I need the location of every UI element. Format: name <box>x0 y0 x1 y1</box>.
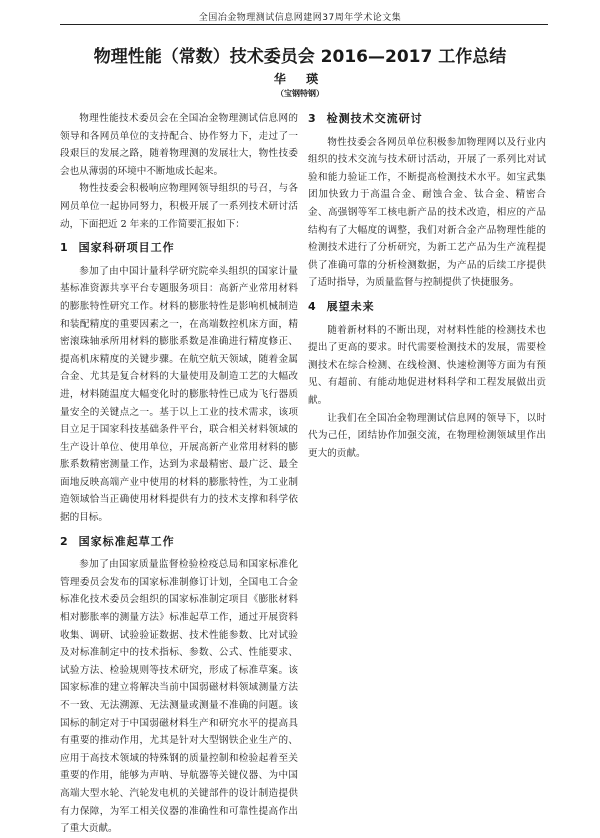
author: 华 瑛 <box>273 72 327 86</box>
section-4-title: 展望未来 <box>326 299 375 313</box>
section-2-title: 国家标准起草工作 <box>78 534 175 548</box>
left-column <box>60 110 298 835</box>
right-column <box>308 110 546 462</box>
section-1-number: 1 <box>60 241 69 255</box>
header-rule <box>60 24 548 25</box>
section-2-heading <box>60 533 298 551</box>
section-1-paragraph: 参加了由中国计量科学研究院牵头组织的国家计量基标准资源共享平台专题服务项目：高新产业常用材料的膨胀特性研究工作。材料的膨胀特性是影响机械制造和装配精度的重要因素之一，在高端数控机床方面，精密滚珠轴承所用材料的膨胀系数是准确进行精度修正、提高机床精度的关键步骤。在航空航天领域，随着金属合金、尤其是复合材料的大量使用及制造工艺的大幅改进，材料随温度大幅变化时的膨胀特性已成为飞行器质量安全的关键点之一。基于以上工业的技术需求，该项目立足于国家科技基础条件平台，联合相关材料领域的生产设计单位、使用单位，开展高新产业常用材料的膨胀系数精密测量工作，达到为求最精密、最广泛、最全面地反映高端产业中使用的材料的膨胀特性，为工业制造领域恰当正确使用材料提供有力的技术支撑和科学依据的目标。 <box>60 265 298 524</box>
section-3-heading <box>308 110 546 128</box>
section-3-number: 3 <box>308 112 317 125</box>
section-1-heading <box>60 239 298 257</box>
section-3-title: 检测技术交流研讨 <box>326 112 423 125</box>
section-4-heading <box>308 298 546 316</box>
section-4-paragraph-2: 让我们在全国冶金物理测试信息网的领导下，以时代为己任，团结协作加强交流，在物理检测领域里作出更大的贡献。 <box>308 412 546 459</box>
intro-paragraph-2: 物性技委会积极响应物理网领导组织的号召，与各网员单位一起协同努力，积极开展了一系列技术研讨活动，下面把近 2 年来的工作简要汇报如下： <box>60 183 298 230</box>
paper-title: 物理性能（常数）技术委员会 2016—2017 工作总结 <box>93 47 507 67</box>
running-header: 全国冶金物理测试信息网建网37周年学术论文集 <box>198 13 402 23</box>
intro-paragraph-1: 物理性能技术委员会在全国冶金物理测试信息网的领导和各网员单位的支持配合、协作努力下，走过了一段艰巨的发展之路，随着物理测的发展壮大，物性技委会也从薄弱的环境中不断地成长起来。 <box>60 113 298 177</box>
section-4-paragraph-1: 随着新材料的不断出现，对材料性能的检测技术也提出了更高的要求。时代需要检测技术的发展，需要检测技术在综合检测、在线检测、快速检测等方面为有预见、有超前、有能动地促进材料科学和工程发展做出贡献。 <box>308 324 546 406</box>
section-4-number: 4 <box>308 299 317 313</box>
section-1-title: 国家科研项目工作 <box>78 241 175 255</box>
section-2-number: 2 <box>60 534 69 548</box>
section-3-paragraph: 物性技委会各网员单位积极参加物理网以及行业内组织的技术交流与技术研讨活动，开展了一系列比对试验和能力验证工作，不断提高检测技术水平。如宝武集团加快致力于高温合金、耐蚀合金、钛合金、精密合金、高强钢等军工核电新产品的技术改造，相应的产品结构有了大幅度的调整，我们对新合金产品物理性能的检测技术进行了分析研究，为新工艺产品为生产流程提供了准确可靠的分析检测数据，为产品的后续工序提供了适时指导，为质量监督与控制提供了快捷服务。 <box>308 136 546 289</box>
section-2-paragraph: 参加了由国家质量监督检验检疫总局和国家标准化管理委员会发布的国家标准制修订计划，全国电工合金标准化技术委员会组织的国家标准制定项目《膨胀材料相对膨胀率的测量方法》标准起草工作，通过开展资料收集、调研、试验验证数据、技术性能参数、比对试验及对标准制定中的技术指标、参数、公式、性能要求、试验方法、检验规则等技术研究，形成了标准草案。该国家标准的建立将解决当前中国弱磁材料领域测量方法不一致、无法溯源、无法测量或测量不准确的问题。该国标的制定对于中国弱磁材料生产和研究水平的提高具有重要的推动作用，尤其是针对大型钢铁企业生产的、应用于高技术领域的特殊钢的质量控制和检验起着至关重要的作用，能够为声呐、导航器等关键仪器、为中国高端大型水轮、汽轮发电机的关键部件的设计制造提供有力保障，为军工相关仪器的准确性和可靠性提高作出了重大贡献。 <box>60 559 298 835</box>
affiliation: （宝钢特钢） <box>276 88 324 98</box>
